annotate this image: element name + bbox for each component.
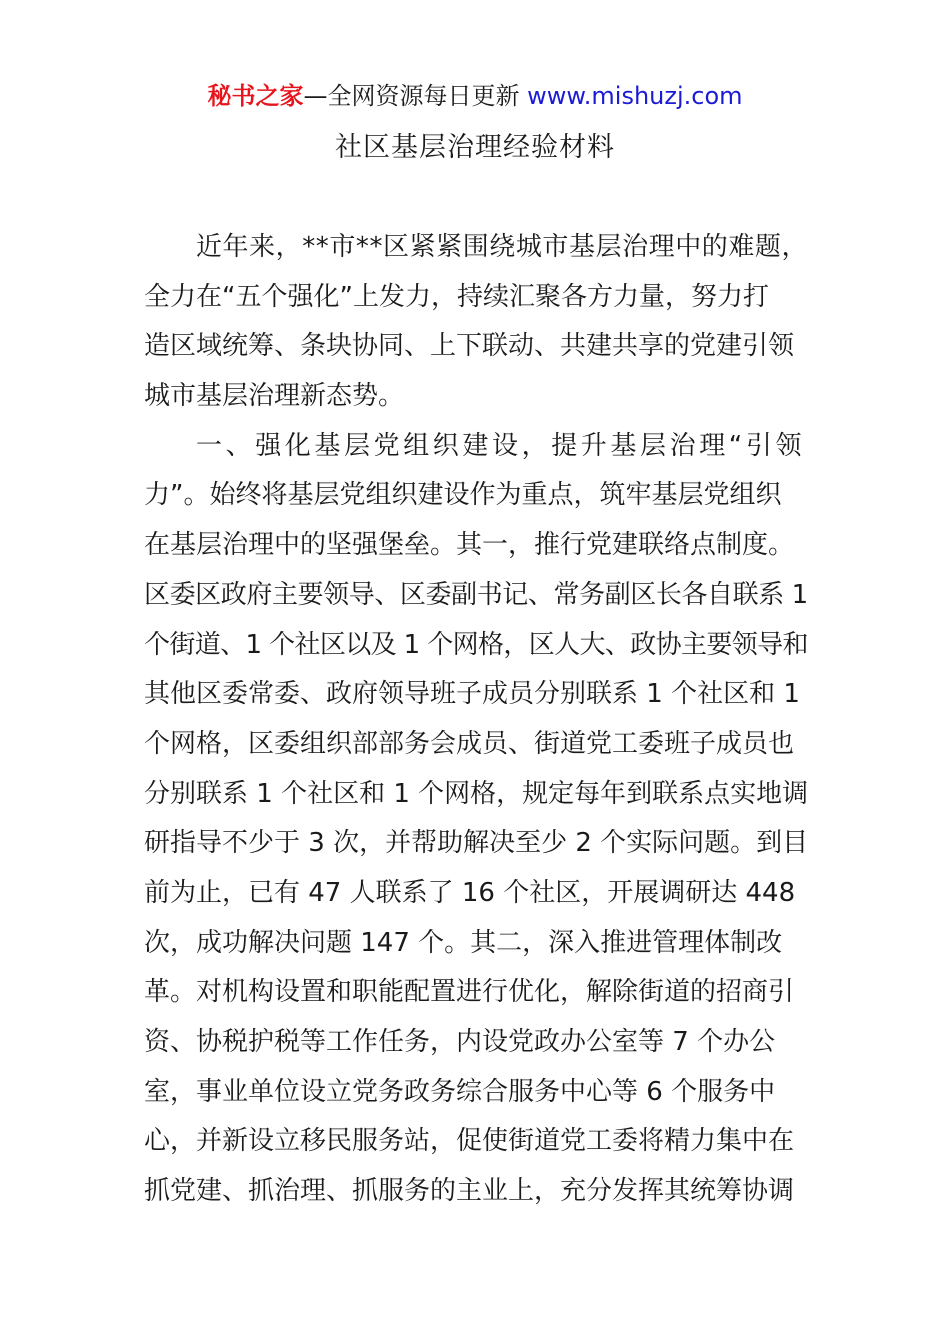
document-body — [144, 223, 808, 1217]
brand-name: 秘书之家 — [207, 82, 304, 110]
body-line: 城市基层治理新态势。 — [144, 381, 405, 412]
body-line: 资、协税护税等工作任务，内设党政办公室等 7 个办公 — [144, 1027, 776, 1057]
body-line: 全力在“五个强化”上发力，持续汇聚各方力量，努力打 — [144, 281, 769, 312]
body-line: 造区域统筹、条块协同、上下联动、共建共享的党建引领 — [144, 331, 795, 362]
header-slogan: —全网资源每日更新 — [303, 82, 520, 110]
body-line: 力”。始终将基层党组织建设作为重点，筑牢基层党组织 — [144, 480, 782, 511]
body-line: 个街道、1 个社区以及 1 个网格，区人大、政协主要领导和 — [144, 629, 808, 660]
site-header — [0, 80, 950, 112]
body-line: 前为止，已有 47 人联系了 16 个社区，开展调研达 448 — [144, 877, 796, 908]
site-url-link[interactable]: www.mishuzj.com — [527, 82, 743, 110]
body-line: 近年来，**市**区紧紧围绕城市基层治理中的难题， — [196, 232, 809, 262]
body-line: 一、强化基层党组织建设，提升基层治理“引领 — [196, 430, 806, 461]
body-line: 其他区委常委、政府领导班子成员分别联系 1 个社区和 1 — [144, 679, 800, 710]
body-line: 次，成功解决问题 147 个。其二，深入推进管理体制改 — [144, 927, 783, 958]
body-line: 革。对机构设置和职能配置进行优化，解除街道的招商引 — [144, 977, 795, 1008]
body-line: 心，并新设立移民服务站，促使街道党工委将精力集中在 — [144, 1126, 795, 1157]
body-line: 分别联系 1 个社区和 1 个网格，规定每年到联系点实地调 — [144, 778, 809, 809]
document-title: 社区基层治理经验材料 — [335, 132, 615, 163]
body-line: 在基层治理中的坚强堡垒。其一，推行党建联络点制度。 — [144, 530, 795, 561]
body-line: 抓党建、抓治理、抓服务的主业上，充分发挥其统筹协调 — [144, 1176, 795, 1207]
body-line: 个网格，区委组织部部务会成员、街道党工委班子成员也 — [144, 728, 795, 759]
body-line: 室，事业单位设立党务政务综合服务中心等 6 个服务中 — [144, 1076, 776, 1107]
body-line: 研指导不少于 3 次，并帮助解决至少 2 个实际问题。到目 — [144, 828, 809, 859]
body-line: 区委区政府主要领导、区委副书记、常务副区长各自联系 1 — [144, 579, 808, 610]
